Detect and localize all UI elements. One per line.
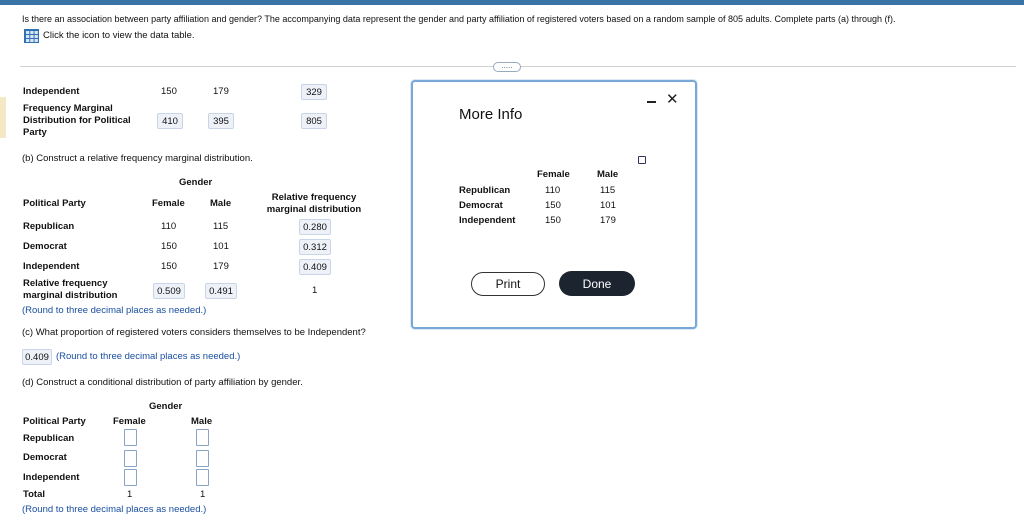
part-b-cell-relative: 0.280 (299, 219, 331, 235)
part-b-relative-row-label: Relative frequency marginal distribution (23, 278, 118, 301)
part-d-gender-header: Gender (149, 401, 183, 412)
print-button[interactable]: Print (471, 272, 545, 296)
expand-handle[interactable]: ..... (493, 62, 521, 72)
part-d-input-male[interactable] (196, 469, 209, 486)
part-d-total-label: Total (23, 489, 45, 500)
part-b-cell-relative: 0.409 (299, 259, 331, 275)
dialog-col-female: Female (537, 169, 570, 180)
part-d-input-female[interactable] (124, 429, 137, 446)
more-info-dialog (411, 80, 697, 329)
part-d-input-male[interactable] (196, 450, 209, 467)
dialog-cell-female: 110 (545, 185, 561, 196)
cell-independent-female: 150 (161, 86, 177, 97)
part-b-col-party: Political Party (23, 198, 86, 209)
part-b-relative-total: 1 (312, 285, 318, 296)
dialog-row-label: Republican (459, 185, 511, 196)
done-button[interactable]: Done (559, 271, 635, 296)
freq-marginal-label: Frequency Marginal Distribution for Political Party (23, 103, 131, 138)
part-c-answer: 0.409 (22, 349, 52, 365)
dialog-title: More Info (459, 106, 523, 123)
part-b-cell-male: 179 (213, 261, 229, 272)
part-b-col-relative: Relative frequency marginal distribution (266, 192, 362, 215)
part-b-relative-male: 0.491 (205, 283, 237, 299)
row-label-independent: Independent (23, 86, 80, 97)
freq-marginal-male: 395 (208, 113, 234, 129)
part-b-cell-male: 101 (213, 241, 229, 252)
dialog-row-label: Democrat (459, 200, 503, 211)
part-d-col-female: Female (113, 416, 146, 427)
freq-marginal-female: 410 (157, 113, 183, 129)
dialog-cell-male: 179 (600, 215, 616, 226)
part-b-relative-female: 0.509 (153, 283, 185, 299)
part-b-round-note: (Round to three decimal places as needed.) (22, 305, 207, 316)
part-b-cell-female: 150 (161, 241, 177, 252)
question-text: Is there an association between party affiliation and gender? The accompanying data represent the gender and party affiliation of registered voters based on a random sample of 805 adults. Complete parts (a) through (f). (22, 14, 896, 24)
dialog-row-label: Independent (459, 215, 516, 226)
top-accent-bar (0, 0, 1024, 5)
part-b-row-label: Republican (23, 221, 75, 232)
data-table-link[interactable]: Click the icon to view the data table. (43, 30, 195, 41)
part-b-cell-female: 110 (161, 221, 177, 232)
part-d-row-label: Independent (23, 472, 80, 483)
part-d-prompt: (d) Construct a conditional distribution of party affiliation by gender. (22, 377, 303, 388)
part-d-round-note: (Round to three decimal places as needed.) (22, 504, 207, 515)
dialog-cell-female: 150 (545, 215, 561, 226)
part-b-cell-male: 115 (213, 221, 229, 232)
part-d-col-male: Male (191, 416, 213, 427)
part-b-row-label: Democrat (23, 241, 67, 252)
dialog-cell-male: 115 (600, 185, 616, 196)
part-d-row-label: Republican (23, 433, 75, 444)
cell-independent-male: 179 (213, 86, 229, 97)
part-b-gender-header: Gender (179, 177, 213, 188)
part-d-input-female[interactable] (124, 450, 137, 467)
copy-icon[interactable] (638, 156, 646, 164)
part-b-col-male: Male (210, 198, 232, 209)
dialog-cell-male: 101 (600, 200, 616, 211)
part-b-row-label: Independent (23, 261, 80, 272)
part-d-total-female: 1 (127, 489, 133, 500)
dialog-cell-female: 150 (545, 200, 561, 211)
part-b-cell-female: 150 (161, 261, 177, 272)
close-icon[interactable]: ✕ (666, 91, 679, 108)
part-d-total-male: 1 (200, 489, 206, 500)
part-c-prompt: (c) What proportion of registered voters considers themselves to be Independent? (22, 327, 366, 338)
data-table-icon[interactable] (24, 29, 39, 43)
part-d-input-male[interactable] (196, 429, 209, 446)
part-b-prompt: (b) Construct a relative frequency marginal distribution. (22, 153, 253, 164)
part-d-col-party: Political Party (23, 416, 86, 427)
cell-independent-total: 329 (301, 84, 327, 100)
dialog-col-male: Male (597, 169, 619, 180)
freq-marginal-total: 805 (301, 113, 327, 129)
part-b-col-female: Female (152, 198, 185, 209)
part-c-round-note: (Round to three decimal places as needed.) (56, 351, 241, 362)
part-d-row-label: Democrat (23, 452, 67, 463)
minimize-icon[interactable] (647, 101, 656, 103)
part-b-cell-relative: 0.312 (299, 239, 331, 255)
part-d-input-female[interactable] (124, 469, 137, 486)
scroll-marker (0, 97, 6, 138)
